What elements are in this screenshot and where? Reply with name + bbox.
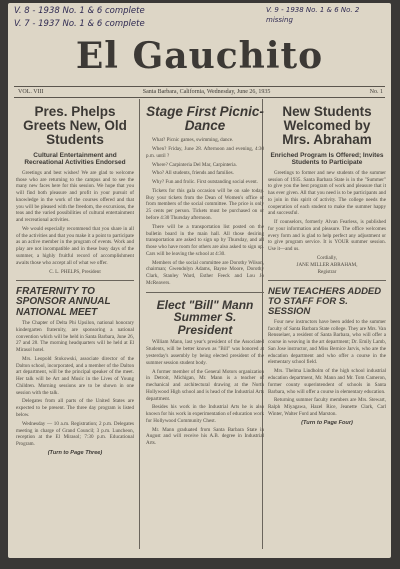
paragraph: Where? Carpinteria Del Mar, Carpinteria. [152,161,237,168]
signature-line: Registrar [317,268,337,275]
paragraph: What? Picnic games, swimming, dance. [152,137,234,144]
volume-label: VOL. VIII [18,89,44,95]
column-divider-1 [139,99,140,549]
article-phelps-body [16,170,134,267]
paragraph: Besides his work in the Industrial Arts he is also known for his work in experimentation of education work for Hollywood Community Chest. [146,404,264,424]
divider [268,280,386,281]
signature-phelps: C. L. PHELPS, President [49,268,101,275]
paragraph: Members of the social committee are Dorothy Wilson, chairman; Gwendolyn Adams, Bayne Moore, Dorothy Clark, Stanley Ward, Esther Feeck and Lou Jo McReavers. [146,259,264,286]
article-fraternity-body [16,320,134,448]
column-1 [16,99,134,456]
divider [16,280,134,281]
article-picnic-body [146,137,264,286]
paragraph: Four new instructors have been added to the summer faculty of Santa Barbara State college. They are Mrs. Van Rensselaer, a resident of Santa Barbara, who will offer a course in weaving in the art department; Dr. Emily Lamb, San Jose instructor, and Miss Bernice Jarvis, who are the education department and who offer a course in the elementary school field. [268,318,386,366]
paragraph: Mrs. Thelma Lindholm of the high school industrial education department, Mr. Mann and Mr. Tom Cameron, former county superintendent of schools in Santa Barbara, who will offer a course in elementary education. [268,368,386,395]
paragraph: Delegates from all parts of the United States are expected to be present. The three day program is listed below. [16,398,134,418]
headline-new-teachers: NEW TEACHERS ADDED TO STAFF FOR S. SESSION [268,285,382,317]
paragraph: Mrs. Leopold Stokowski, associate director of the Dalton school, incorporated, and a member of the Dalton art department, will be the principal speaker of the meet. Her talk will be Art and Music in the Lives of Young Children. Morning sessions are to be shown in one session with the talk. [16,355,134,396]
headline-picnic-dance: Stage First Picnic-Dance [146,104,264,134]
handwritten-note-second: V. 7 - 1937 No. 1 & 6 complete [14,19,145,29]
headline-bill-mann: Elect "Bill" Mann Summer S. President [156,297,254,337]
handwritten-note-left: V. 8 - 1938 No. 1 & 6 complete [14,6,145,16]
paragraph: Mr. Mann graduated from Santa Barbara State in August and will receive his A.B. degree in Industrial Arts. [146,426,264,447]
article-abraham-body [268,170,386,253]
dateline [18,89,383,95]
paragraph: Greetings to former and new students of the summer session of 1935. Santa Barbara State is in the "Summer" to give you the best program of work and pleasure that it has ever given. All that you need is to be participants and to join in this spirit of activity. The college needs the cooperation of each student to make the summer happy and successful. [268,169,386,217]
headline-fraternity: FRATERNITY TO SPONSOR ANNUAL NATIONAL MEET [16,285,111,318]
headline-new-students: New Students Welcomed by Mrs. Abraham [282,104,372,148]
masthead-rule-bottom [14,97,385,98]
paragraph: When? Friday, June 28. Afternoon and evening, 4:30 p.m. until ? [146,146,264,159]
paragraph: The Chapter of Delta Phi Upsilon, national honorary kindergarten fraternity, are sponsoring a national convention which will be held in Santa Barbara, June 26, 27 and 28. The morning headquarters will be held at El Mirasol hotel. [16,320,134,354]
paragraph: Who? All students, friends and families. [152,170,234,177]
masthead-rule-top [14,86,385,87]
column-3 [268,99,386,426]
article-teachers-body [268,319,386,418]
paragraph: If counselors, formerly Alvan Fearless, is published for your information and pleasure. The office welcomes every form and is glad to help perfect any adjustment or to give program service. It is YOUR summer session. Use it—and us. [268,219,386,253]
divider [146,292,264,293]
paragraph: A former member of the General Motors organization in Detroit, Michigan, Mr. Mann is a teacher of mechanical and architectural drawing at the North Hollywood High school and is head of the Industrial Arts department. [146,368,264,402]
continued-note: (Turn to Page Four) [301,419,353,426]
issue-number: No. 1 [369,89,383,95]
paragraph: Returning summer faculty members are Mrs. Stewart, Ralph Miyagawa, Hazel Rice, Jeanette Clark, Carl Winter, Walter Ford and Marston. [268,397,386,417]
headline-pres-phelps: Pres. Phelps Greets New, Old Students [23,104,127,148]
paragraph: Tickets for this gala occasion will be on sale today. Buy your tickets from the Dean of Women's office or from members of the social committee. The price is only 25 cents per person. Tickets must be purchased on or before 4:30 Thursday afternoon. [146,187,264,221]
newspaper-page [8,3,391,558]
paragraph: We would especially recommend that you share in all of the activities and that you make it a point to participate as an active member in the program of events. Work and play are not incompatible and in these busy days of the summer, a highly fruitful record of accomplishment awaits those who accept all of what we offer. [16,225,134,266]
masthead-title: El Gauchito [75,35,324,77]
paragraph: William Mann, last year's president of the Associated Students, will be better known as "Bill" was honored at yesterday's assembly by being elected president of the summer session student body. [146,339,264,366]
article-mann-body [146,339,264,446]
location-date: Santa Barbara, California, Wednesday, June 26, 1935 [142,89,271,95]
handwritten-note-right: V. 9 - 1938 No. 1 & 6 No. 2 missing [266,6,360,24]
paragraph: Greetings and best wishes! We are glad to welcome those who are returning to the campus and to see the many new faces here for this session. We hope that you will find both pleasure and profit in your pursuit of knowledge in the work of the courses offered and that you will be pleased with the freedom, the excursions, the teas and the varied possibilities of cultural entertainment and recreational activities. [16,169,134,224]
continued-note: (Turn to Page Three) [47,449,103,456]
column-2 [146,99,264,449]
paragraph: Why? Fun and frolic. First outstanding social event. [152,179,258,186]
paragraph: There will be a transportation list posted on the bulletin board in the main hall. All those desiring transportation are asked to sign up by Thursday, and all those who have room for others are also asked to sign up. Cars will be leaving the school at 4:30. [146,223,264,257]
signature-line: Cordially, [316,254,338,261]
subhead-enriched-program: Enriched Program Is Offered; Invites Students to Participate [270,151,384,166]
paragraph: Wednesday — 10 a.m. Registration; 2 p.m. Delegates meeting in charge of Grand Council; 3 p.m. Luncheon, reception at the El Mirasol; 7:30 p.m. Educational Program. [16,420,134,448]
subhead-cultural: Cultural Entertainment and Recreational Activities Endorsed [24,151,126,166]
signature-line: JANE MILLER ABRAHAM, [296,261,358,268]
